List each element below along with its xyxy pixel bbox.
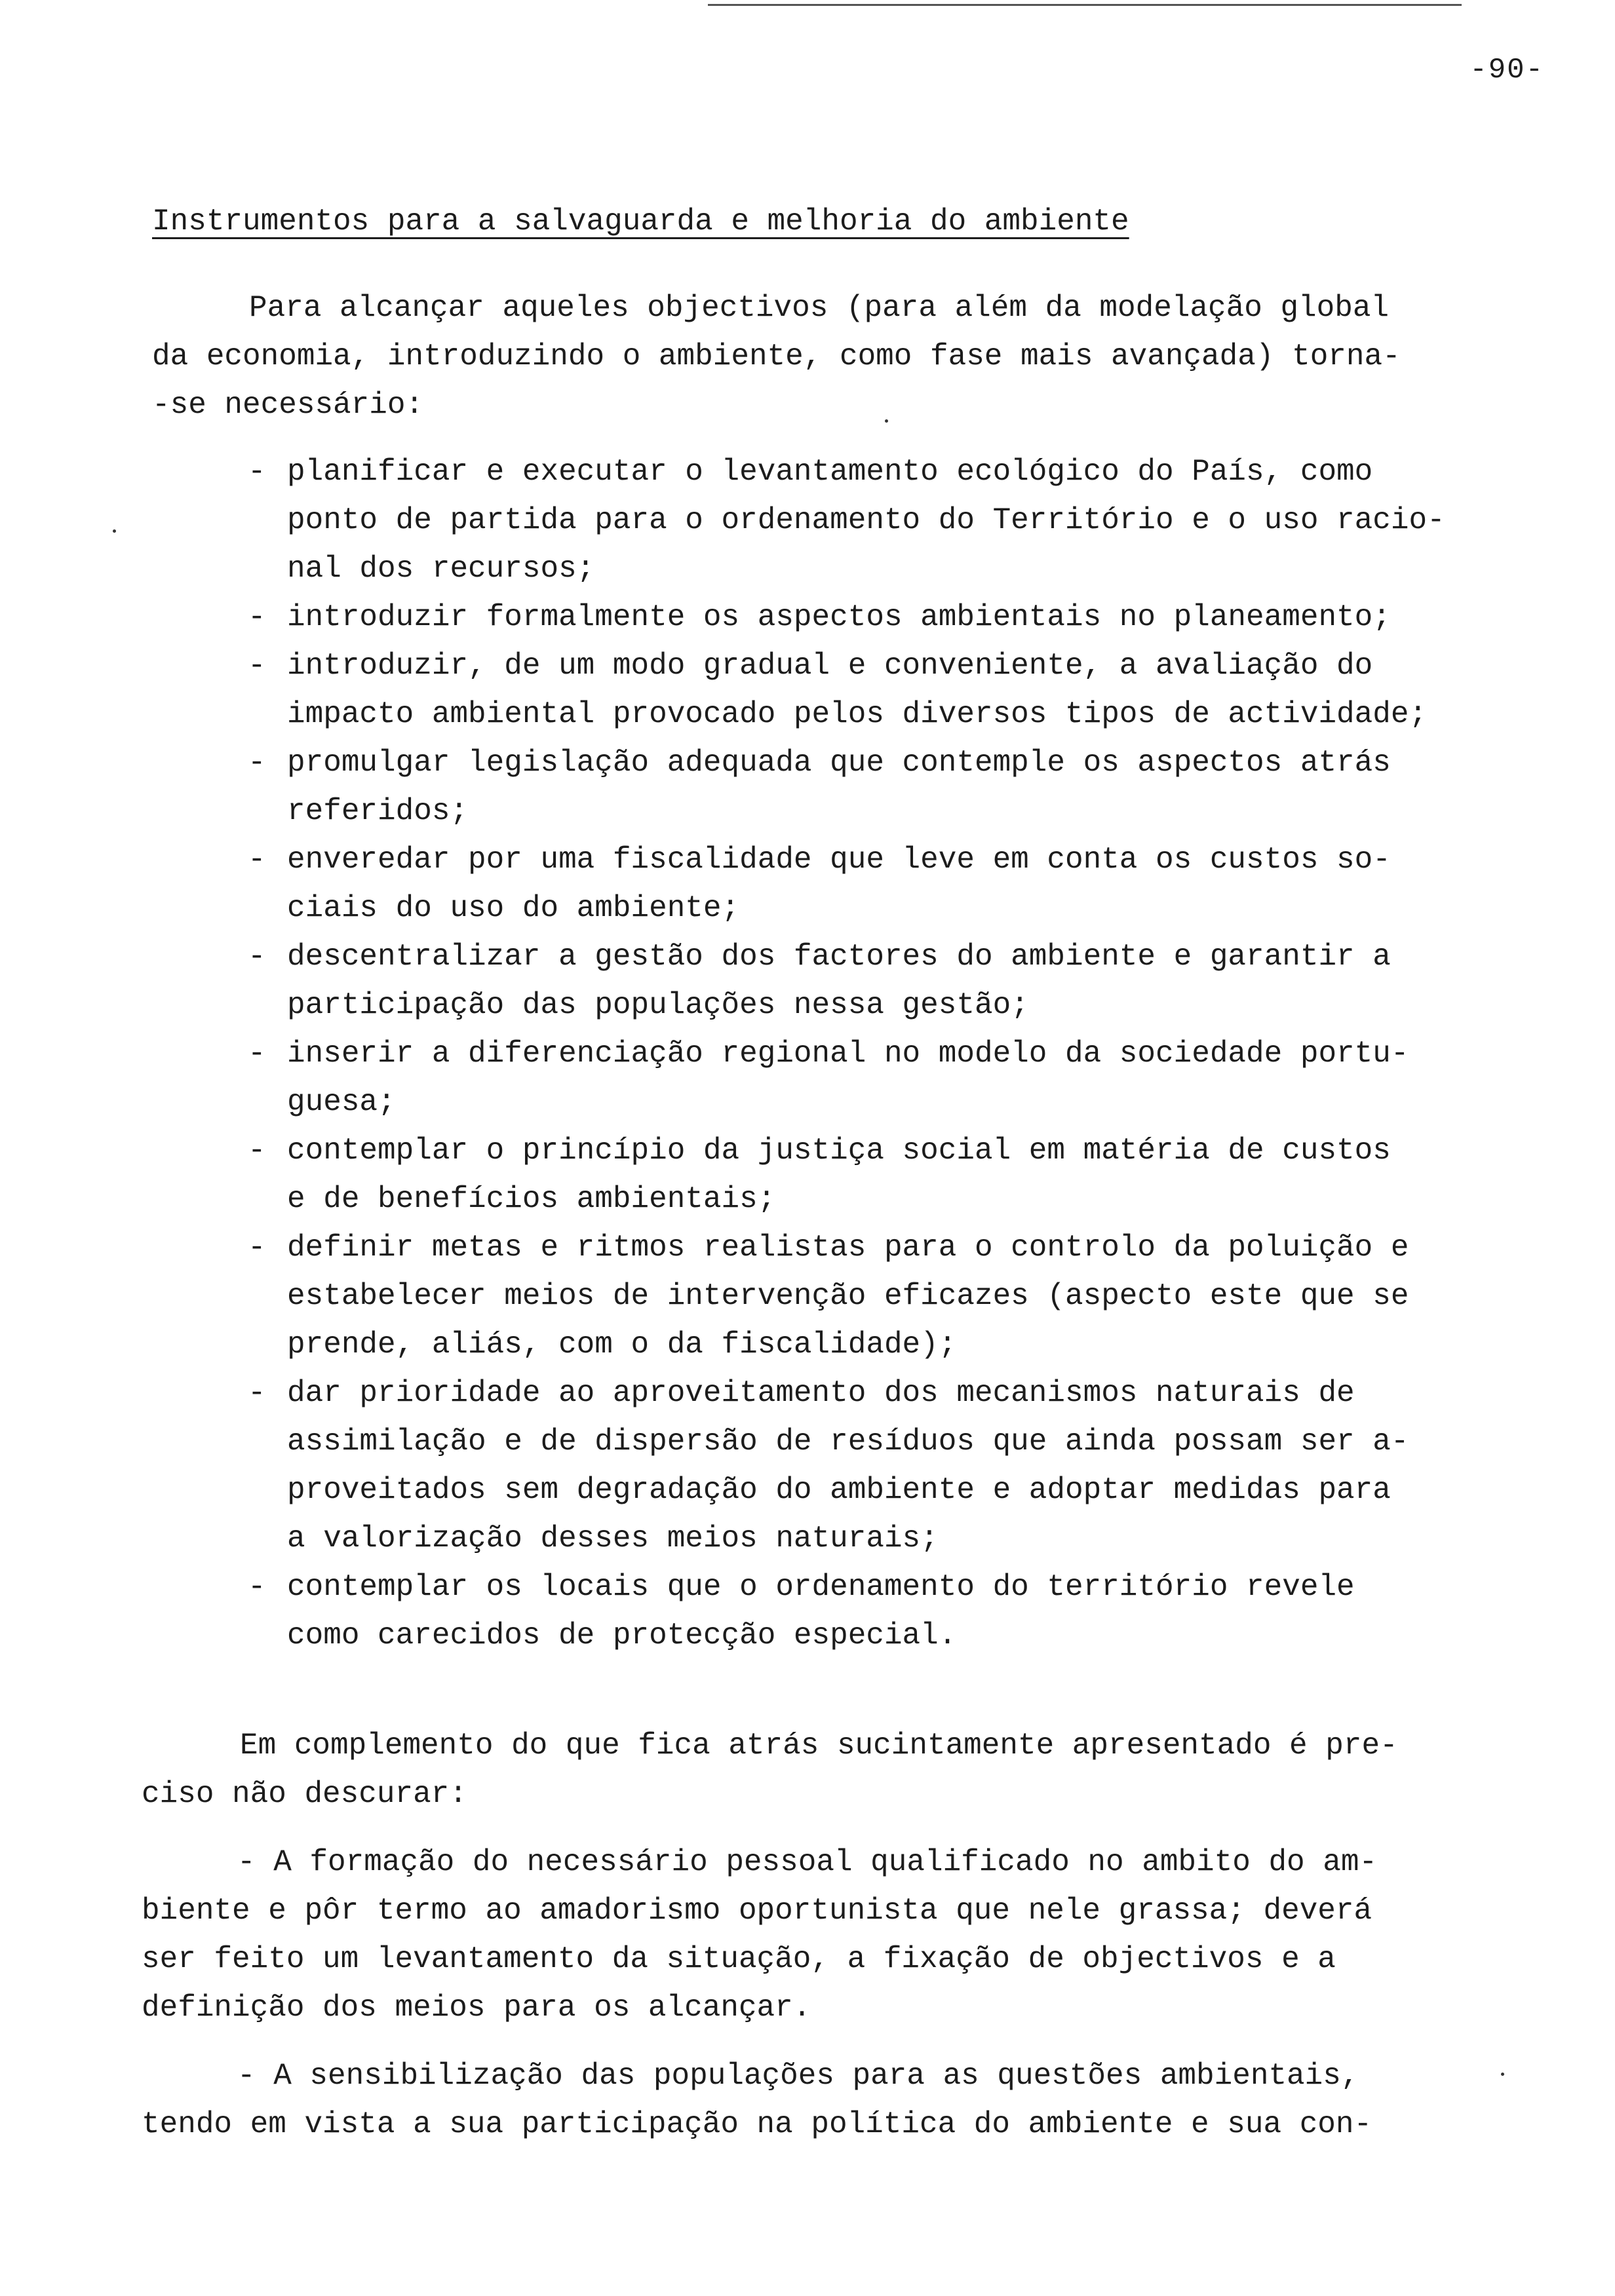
page-number: -90- — [1469, 54, 1544, 86]
text-line: dar prioridade ao aproveitamento dos mecanismos naturais de — [287, 1376, 1355, 1410]
scan-speck — [885, 419, 888, 423]
text-line: - A formação do necessário pessoal qualificado no ambito do am- — [237, 1845, 1378, 1879]
text-line: introduzir formalmente os aspectos ambientais no planeamento; — [287, 600, 1391, 634]
list-dash: - — [248, 1134, 266, 1168]
text-line: como carecidos de protecção especial. — [287, 1618, 957, 1653]
text-line: inserir a diferenciação regional no modelo da sociedade portu- — [287, 1037, 1409, 1071]
text-line: Para alcançar aqueles objectivos (para além da modelação global — [249, 291, 1390, 325]
list-dash: - — [248, 746, 266, 780]
list-dash: - — [248, 1570, 266, 1604]
text-line: ciso não descurar: — [142, 1777, 467, 1811]
text-line: promulgar legislação adequada que contemple os aspectos atrás — [287, 746, 1391, 780]
list-dash: - — [248, 843, 266, 877]
list-dash: - — [248, 1376, 266, 1410]
text-line: introduzir, de um modo gradual e conveniente, a avaliação do — [287, 649, 1373, 683]
list-dash: - — [248, 600, 266, 634]
list-dash: - — [248, 455, 266, 489]
list-dash: - — [248, 1037, 266, 1071]
text-line: participação das populações nessa gestão; — [287, 988, 1029, 1022]
text-line: referidos; — [287, 794, 469, 828]
text-line: proveitados sem degradação do ambiente e adoptar medidas para — [287, 1473, 1391, 1507]
text-line: ser feito um levantamento da situação, a fixação de objectivos e a — [142, 1942, 1336, 1976]
text-line: estabelecer meios de intervenção eficazes (aspecto este que se — [287, 1279, 1409, 1313]
text-line: assimilação e de dispersão de resíduos que ainda possam ser a- — [287, 1425, 1409, 1459]
text-line: contemplar os locais que o ordenamento do território revele — [287, 1570, 1355, 1604]
text-line: -se necessário: — [152, 388, 424, 422]
text-line: - A sensibilização das populações para as questões ambientais, — [237, 2059, 1359, 2093]
text-line: definir metas e ritmos realistas para o controlo da poluição e — [287, 1231, 1409, 1265]
text-line: nal dos recursos; — [287, 552, 595, 586]
scan-speck — [1501, 2073, 1504, 2076]
text-line: planificar e executar o levantamento ecológico do País, como — [287, 455, 1373, 489]
text-line: tendo em vista a sua participação na política do ambiente e sua con- — [142, 2107, 1372, 2141]
text-line: enveredar por uma fiscalidade que leve em conta os custos so- — [287, 843, 1391, 877]
text-line: Em complemento do que fica atrás sucintamente apresentado é pre- — [240, 1729, 1398, 1763]
list-dash: - — [248, 649, 266, 683]
text-line: descentralizar a gestão dos factores do ambiente e garantir a — [287, 940, 1391, 974]
text-line: da economia, introduzindo o ambiente, como fase mais avançada) torna- — [152, 339, 1401, 373]
text-line: guesa; — [287, 1085, 396, 1119]
text-line: biente e pôr termo ao amadorismo oportunista que nele grassa; deverá — [142, 1894, 1372, 1928]
text-line: impacto ambiental provocado pelos diversos tipos de actividade; — [287, 697, 1428, 731]
text-line: contemplar o princípio da justiça social em matéria de custos — [287, 1134, 1391, 1168]
text-line: ponto de partida para o ordenamento do Território e o uso racio- — [287, 503, 1445, 537]
list-dash: - — [248, 940, 266, 974]
text-line: prende, aliás, com o da fiscalidade); — [287, 1328, 957, 1362]
scan-speck — [113, 529, 116, 533]
text-line: a valorização desses meios naturais; — [287, 1521, 939, 1556]
text-line: ciais do uso do ambiente; — [287, 891, 740, 925]
text-line: e de benefícios ambientais; — [287, 1182, 776, 1216]
top-rule — [708, 4, 1462, 6]
list-dash: - — [248, 1231, 266, 1265]
text-line: definição dos meios para os alcançar. — [142, 1991, 811, 2025]
section-heading: Instrumentos para a salvaguarda e melhoria do ambiente — [152, 204, 1129, 239]
